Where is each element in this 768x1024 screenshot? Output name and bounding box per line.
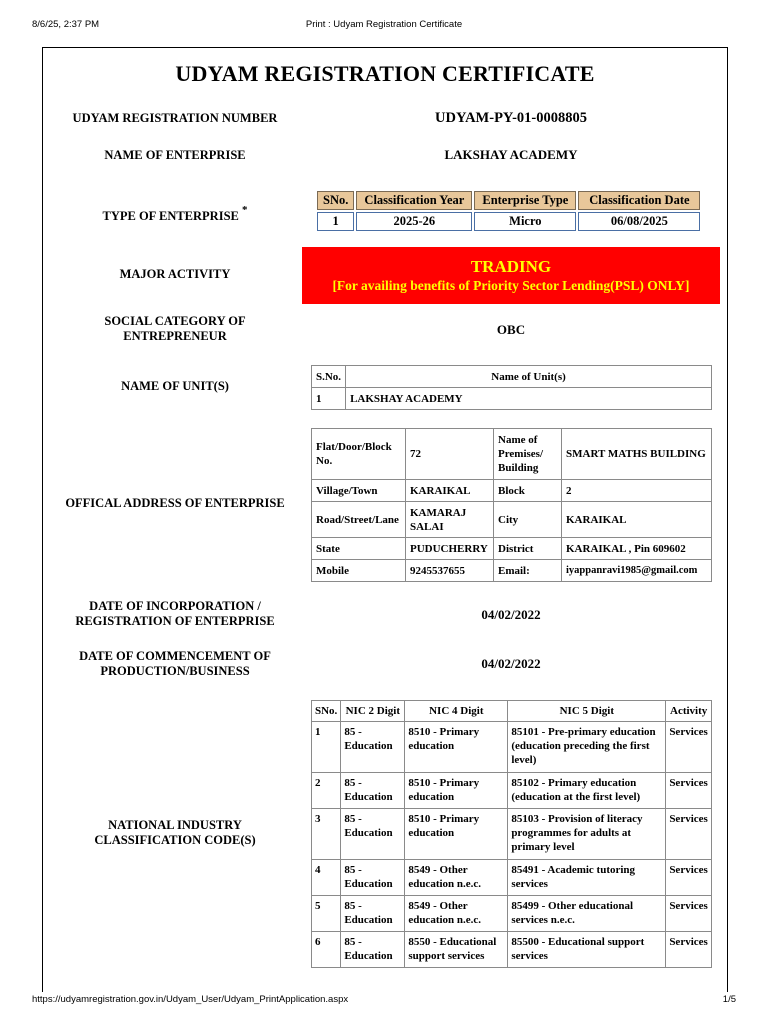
nic-activity: Services <box>666 860 712 896</box>
nic-4digit: 8550 - Educational support services <box>405 932 508 968</box>
nic-activity: Services <box>666 809 712 860</box>
address-block-label: Block <box>494 480 562 502</box>
nic-5digit: 85491 - Academic tutoring services <box>508 860 666 896</box>
address-state-value: PUDUCHERRY <box>406 538 494 560</box>
classification-type: Micro <box>474 212 576 231</box>
units-sno: 1 <box>312 388 346 410</box>
nic-activity: Services <box>666 896 712 932</box>
print-page-number: 1/5 <box>722 994 736 1005</box>
address-city-value: KARAIKAL <box>562 502 712 538</box>
nic-5digit: 85103 - Provision of literacy programmes for adults at primary level <box>508 809 666 860</box>
major-activity-value: TRADING <box>470 257 552 276</box>
nic-2digit: 85 - Education <box>341 722 405 773</box>
address-premises-label: Name of Premises/ Building <box>494 429 562 480</box>
incorporation-date: 04/02/2022 <box>481 607 541 622</box>
enterprise-type-asterisk: * <box>242 204 248 216</box>
classification-year: 2025-26 <box>356 212 472 231</box>
classification-header-year: Classification Year <box>356 191 472 210</box>
address-email-value: iyappanravi1985@gmail.com <box>562 560 712 582</box>
reg-number-label: UDYAM REGISTRATION NUMBER <box>72 111 278 125</box>
nic-activity: Services <box>666 773 712 809</box>
address-village-label: Village/Town <box>312 480 406 502</box>
address-city-label: City <box>494 502 562 538</box>
social-category-label-line1: SOCIAL CATEGORY OF <box>104 314 246 328</box>
print-datetime: 8/6/25, 2:37 PM <box>32 19 100 30</box>
classification-sno: 1 <box>317 212 354 231</box>
reg-number-value: UDYAM-PY-01-0008805 <box>435 110 587 126</box>
address-road-value: KAMARAJ SALAI <box>406 502 494 538</box>
nic-activity: Services <box>666 722 712 773</box>
nic-activity: Services <box>666 932 712 968</box>
address-mobile-label: Mobile <box>312 560 406 582</box>
units-header-row <box>312 366 712 388</box>
classification-header-sno: SNo. <box>317 191 354 210</box>
nic-row <box>312 860 712 896</box>
nic-2digit: 85 - Education <box>341 773 405 809</box>
address-premises-value: SMART MATHS BUILDING <box>562 429 712 480</box>
nic-4digit: 8549 - Other education n.e.c. <box>405 860 508 896</box>
incorporation-label-line2: REGISTRATION OF ENTERPRISE <box>75 614 275 628</box>
nic-row <box>312 896 712 932</box>
address-row-state <box>312 538 712 560</box>
nic-4digit: 8510 - Primary education <box>405 809 508 860</box>
classification-header-date: Classification Date <box>578 191 700 210</box>
nic-label-line2: CLASSIFICATION CODE(S) <box>94 833 256 847</box>
nic-sno: 5 <box>312 896 341 932</box>
nic-header-5digit: NIC 5 Digit <box>508 701 666 722</box>
nic-5digit: 85500 - Educational support services <box>508 932 666 968</box>
units-row <box>312 388 712 410</box>
classification-header-row <box>317 191 700 210</box>
commencement-date: 04/02/2022 <box>481 656 541 671</box>
social-category-label <box>52 314 298 344</box>
nic-4digit: 8510 - Primary education <box>405 722 508 773</box>
address-flat-value: 72 <box>406 429 494 480</box>
address-village-value: KARAIKAL <box>406 480 494 502</box>
address-district-label: District <box>494 538 562 560</box>
commencement-label-line1: DATE OF COMMENCEMENT OF <box>79 649 271 663</box>
nic-row <box>312 932 712 968</box>
nic-label-line1: NATIONAL INDUSTRY <box>108 818 242 832</box>
address-district-value: KARAIKAL , Pin 609602 <box>562 538 712 560</box>
nic-5digit: 85101 - Pre-primary education (education preceding the first level) <box>508 722 666 773</box>
print-footer <box>0 994 768 1008</box>
units-table <box>311 365 712 410</box>
nic-header-activity: Activity <box>666 701 712 722</box>
units-header-name: Name of Unit(s) <box>346 366 712 388</box>
enterprise-name-label: NAME OF ENTERPRISE <box>104 148 246 162</box>
classification-row <box>317 212 700 231</box>
nic-sno: 6 <box>312 932 341 968</box>
address-email-label: Email: <box>494 560 562 582</box>
classification-header-type: Enterprise Type <box>474 191 576 210</box>
classification-table <box>315 189 702 233</box>
address-row-mobile <box>312 560 712 582</box>
enterprise-type-label <box>52 205 298 224</box>
nic-sno: 3 <box>312 809 341 860</box>
nic-table <box>311 700 712 968</box>
address-mobile-value: 9245537655 <box>406 560 494 582</box>
commencement-label-line2: PRODUCTION/BUSINESS <box>100 664 250 678</box>
print-url: https://udyamregistration.gov.in/Udyam_User/Udyam_PrintApplication.aspx <box>32 994 349 1005</box>
nic-2digit: 85 - Education <box>341 809 405 860</box>
enterprise-name-value: LAKSHAY ACADEMY <box>444 147 578 162</box>
commencement-label <box>52 649 298 679</box>
nic-header-sno: SNo. <box>312 701 341 722</box>
nic-sno: 4 <box>312 860 341 896</box>
units-header-sno: S.No. <box>312 366 346 388</box>
address-table <box>311 428 712 582</box>
address-row-flat <box>312 429 712 480</box>
enterprise-type-label-text: TYPE OF ENTERPRISE <box>102 209 239 224</box>
nic-header-4digit: NIC 4 Digit <box>405 701 508 722</box>
certificate-title: UDYAM REGISTRATION CERTIFICATE <box>175 61 595 86</box>
nic-2digit: 85 - Education <box>341 860 405 896</box>
nic-row <box>312 722 712 773</box>
nic-4digit: 8549 - Other education n.e.c. <box>405 896 508 932</box>
nic-header-2digit: NIC 2 Digit <box>341 701 405 722</box>
address-label: OFFICAL ADDRESS OF ENTERPRISE <box>65 496 285 510</box>
nic-2digit: 85 - Education <box>341 932 405 968</box>
address-row-village <box>312 480 712 502</box>
address-state-label: State <box>312 538 406 560</box>
nic-4digit: 8510 - Primary education <box>405 773 508 809</box>
print-page-title: Print : Udyam Registration Certificate <box>305 19 463 30</box>
print-header <box>0 19 768 33</box>
major-activity-note: [For availing benefits of Priority Sector Lending(PSL) ONLY] <box>332 278 690 293</box>
address-flat-label: Flat/Door/Block No. <box>312 429 406 480</box>
social-category-value: OBC <box>496 322 526 337</box>
social-category-label-line2: ENTREPRENEUR <box>123 329 227 343</box>
address-block-value: 2 <box>562 480 712 502</box>
units-label: NAME OF UNIT(S) <box>121 379 229 393</box>
address-row-road <box>312 502 712 538</box>
classification-date: 06/08/2025 <box>578 212 700 231</box>
units-name: LAKSHAY ACADEMY <box>346 388 712 410</box>
nic-sno: 2 <box>312 773 341 809</box>
nic-2digit: 85 - Education <box>341 896 405 932</box>
nic-5digit: 85102 - Primary education (education at the first level) <box>508 773 666 809</box>
incorporation-label-line1: DATE OF INCORPORATION / <box>89 599 261 613</box>
nic-header-row <box>312 701 712 722</box>
address-road-label: Road/Street/Lane <box>312 502 406 538</box>
nic-row <box>312 773 712 809</box>
nic-sno: 1 <box>312 722 341 773</box>
nic-5digit: 85499 - Other educational services n.e.c. <box>508 896 666 932</box>
nic-row <box>312 809 712 860</box>
incorporation-label <box>52 599 298 629</box>
major-activity-box <box>302 247 720 304</box>
major-activity-label: MAJOR ACTIVITY <box>119 267 231 281</box>
nic-label <box>52 818 298 848</box>
